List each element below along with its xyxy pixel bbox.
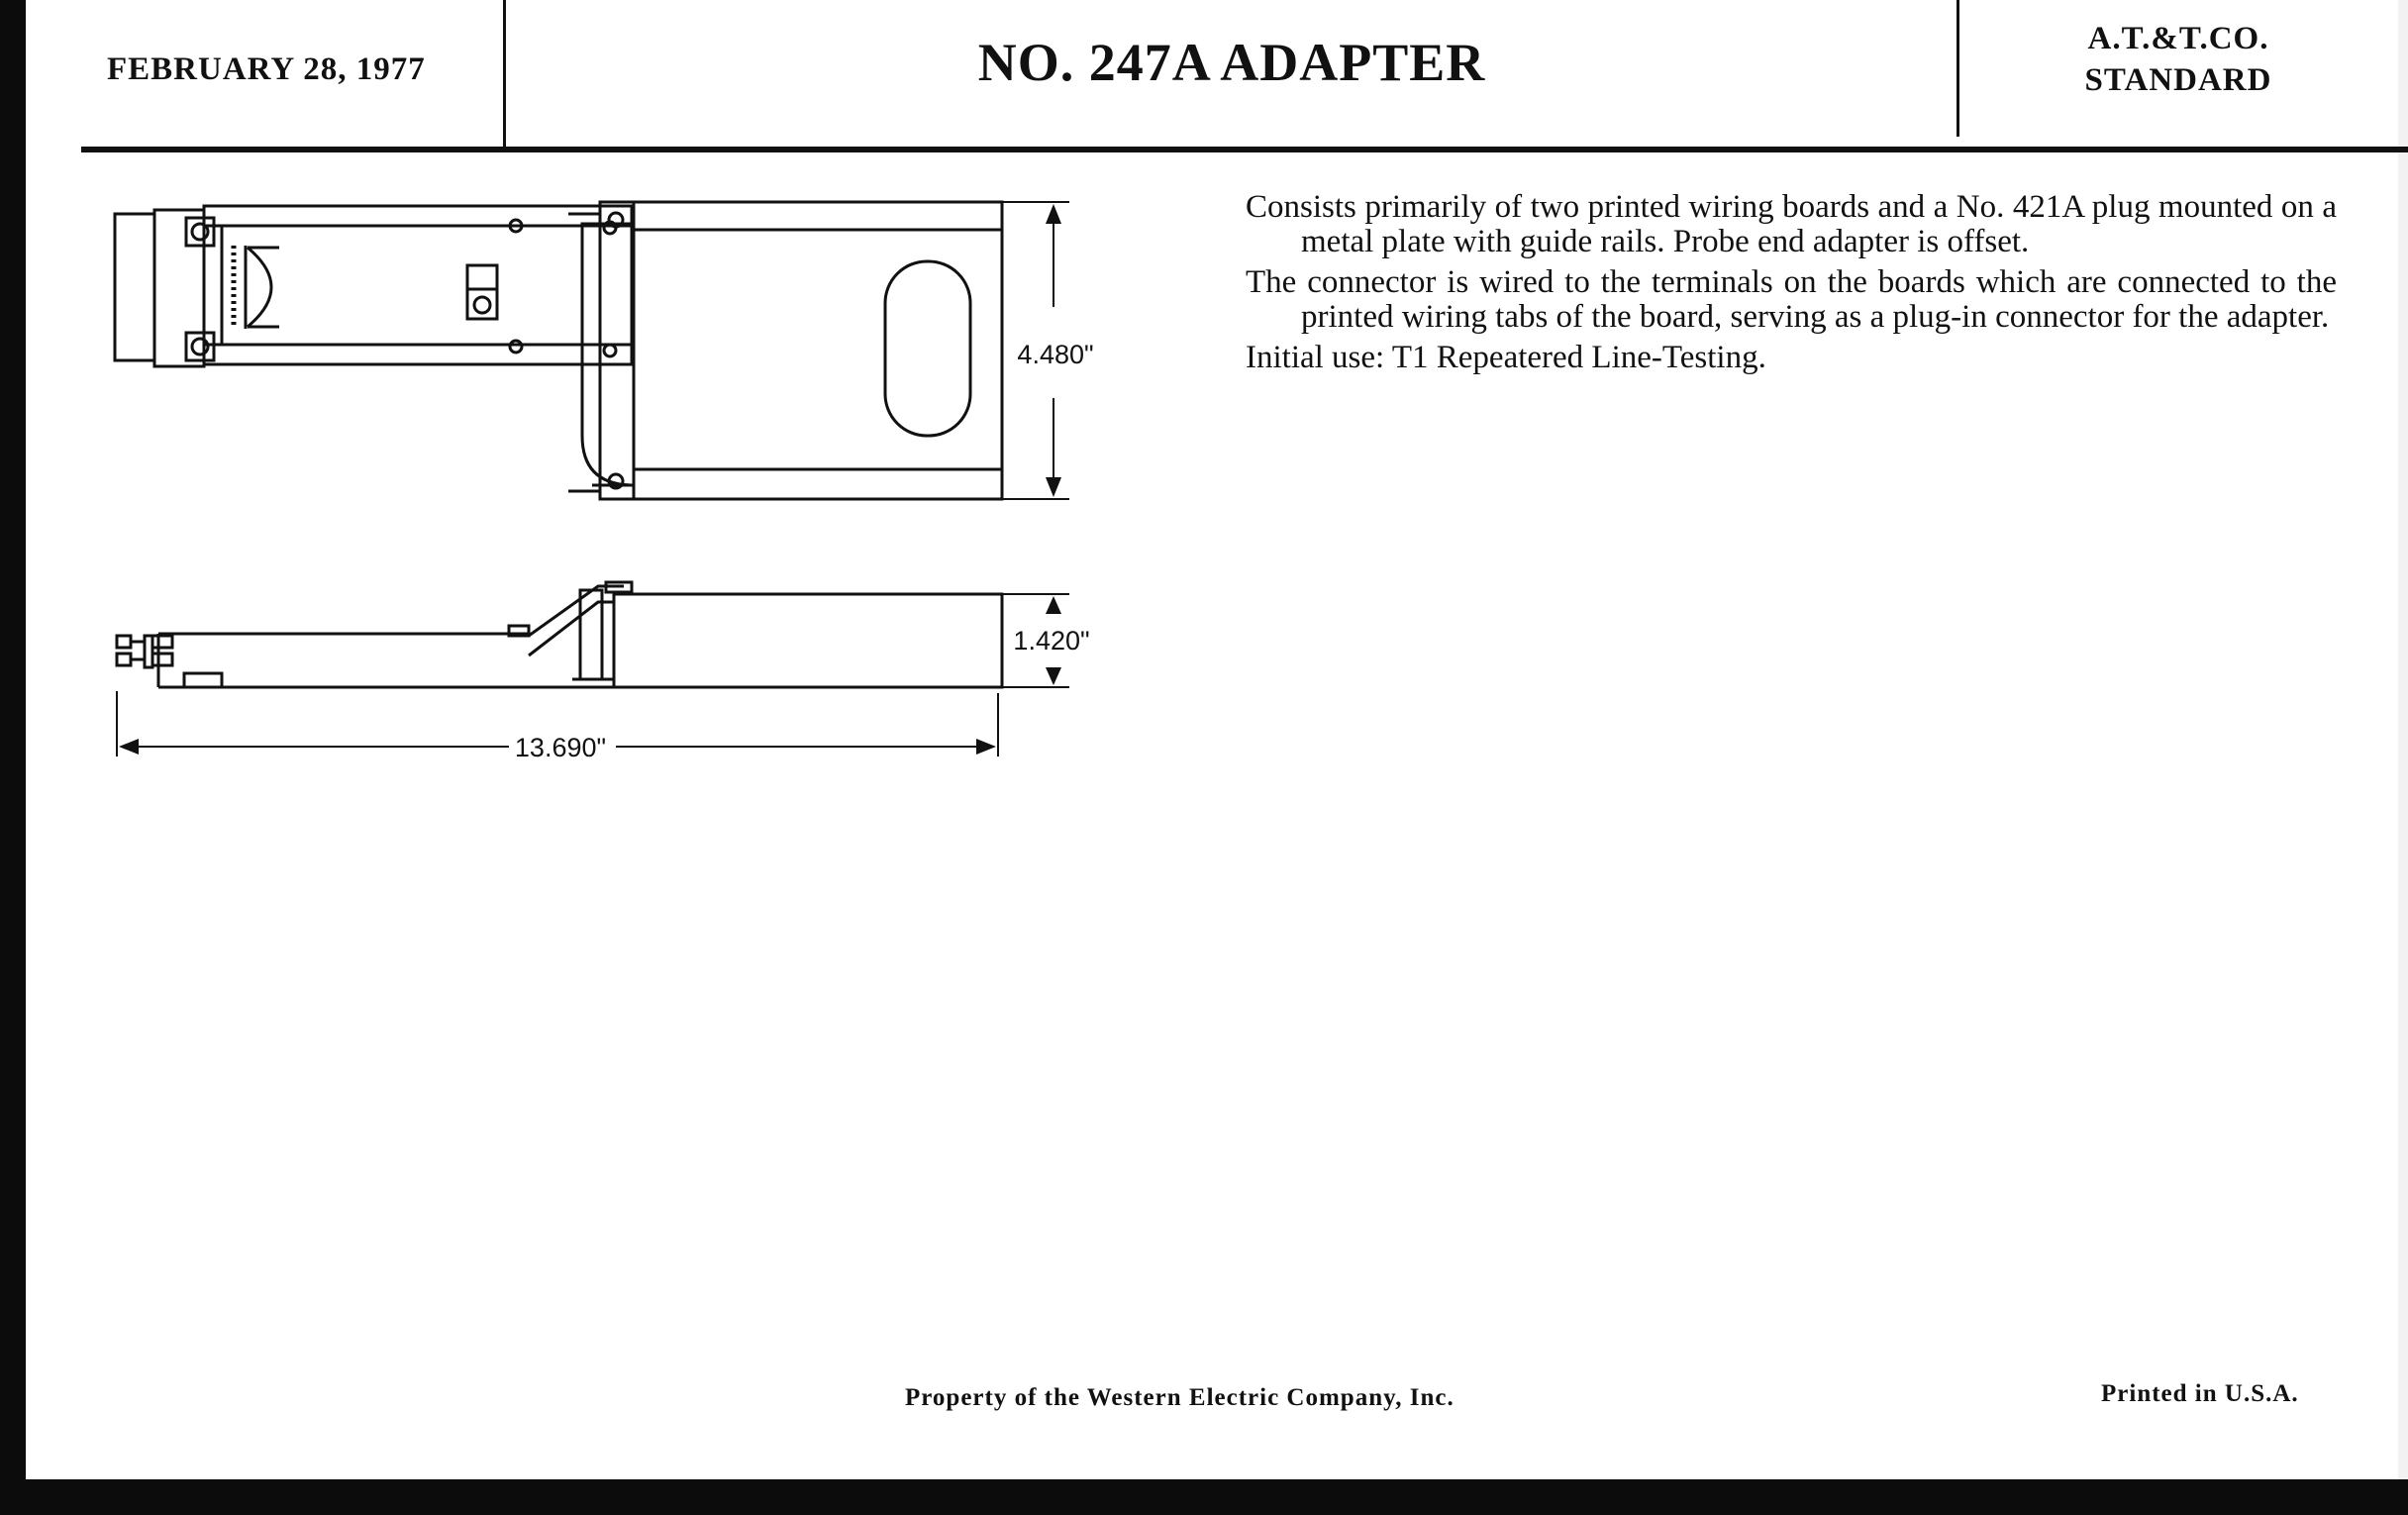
description-paragraph-2: The connector is wired to the terminals on the boards which are connected to the printed wiring tabs of the board, serving as a plug-in connector for the adapter. bbox=[1246, 264, 2337, 335]
side-height-dimension-label: 1.420" bbox=[1013, 626, 1090, 656]
description-paragraph-1: Consists primarily of two printed wiring boards and a No. 421A plug mounted on a metal plate with guide rails. Probe end adapter is offset. bbox=[1246, 189, 2337, 259]
document-date: FEBRUARY 28, 1977 bbox=[107, 51, 426, 87]
height-dimension-label: 4.480" bbox=[1017, 340, 1094, 369]
scan-border-left bbox=[0, 0, 26, 1515]
plug-flange bbox=[154, 210, 204, 366]
hex-nut bbox=[186, 333, 214, 360]
standard-line-1: A.T.&T.CO. bbox=[2087, 21, 2269, 56]
description-paragraph-3: Initial use: T1 Repeatered Line-Testing. bbox=[1246, 340, 1766, 375]
header-rule bbox=[81, 147, 2408, 152]
standard-line-2: STANDARD bbox=[2084, 62, 2272, 98]
footer-printed: Printed in U.S.A. bbox=[2101, 1380, 2299, 1407]
standard-label bbox=[1960, 18, 2396, 101]
hex-nut bbox=[186, 218, 214, 246]
footer-property: Property of the Western Electric Company, Inc. bbox=[905, 1384, 1455, 1411]
side-card-body bbox=[614, 594, 1002, 687]
top-view bbox=[115, 202, 1094, 499]
scan-border-right bbox=[2398, 0, 2408, 1479]
description bbox=[1246, 190, 2337, 381]
side-view bbox=[117, 582, 1090, 762]
card-slot bbox=[885, 261, 970, 436]
header-divider-left bbox=[503, 0, 506, 147]
plug-face bbox=[248, 248, 271, 327]
page-title: NO. 247A ADAPTER bbox=[977, 33, 1486, 92]
length-dimension-label: 13.690" bbox=[514, 733, 607, 762]
card-body bbox=[634, 202, 1002, 499]
adapter-drawing bbox=[99, 188, 1228, 802]
header-divider-right bbox=[1956, 0, 1959, 137]
plug-body bbox=[115, 214, 154, 360]
terminal-block bbox=[467, 265, 497, 319]
scan-border-bottom bbox=[0, 1479, 2408, 1515]
